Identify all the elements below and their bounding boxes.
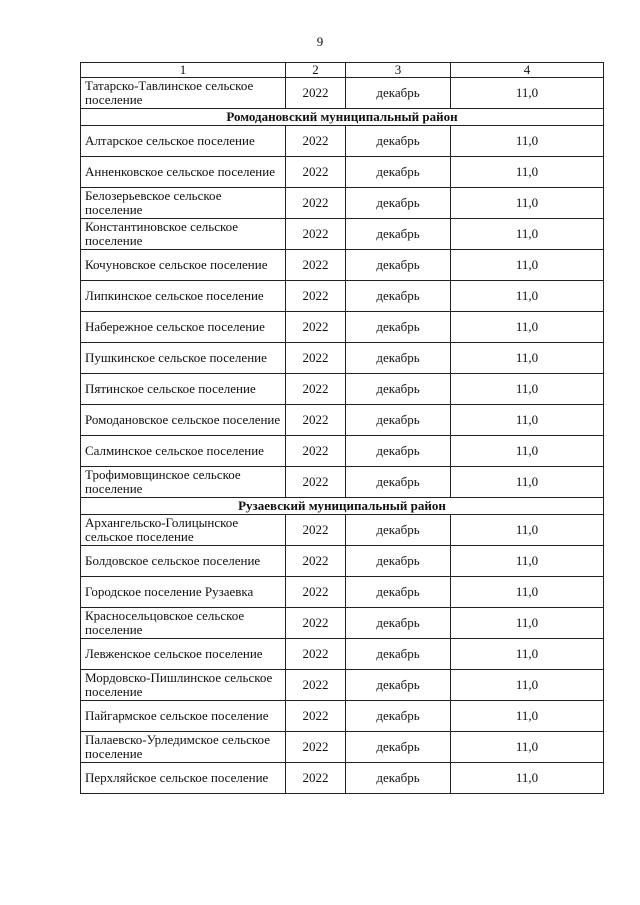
month-cell: декабрь — [346, 436, 451, 467]
month-cell: декабрь — [346, 608, 451, 639]
rate-cell: 11,0 — [451, 639, 604, 670]
rate-cell: 11,0 — [451, 436, 604, 467]
year-cell: 2022 — [286, 701, 346, 732]
settlement-name: Анненковское сельское поселение — [81, 157, 286, 188]
settlement-name: Пушкинское сельское поселение — [81, 343, 286, 374]
month-cell: декабрь — [346, 732, 451, 763]
year-cell: 2022 — [286, 670, 346, 701]
settlement-name: Мордовско-Пишлинское сельское поселение — [81, 670, 286, 701]
rate-cell: 11,0 — [451, 312, 604, 343]
rate-cell: 11,0 — [451, 670, 604, 701]
month-cell: декабрь — [346, 670, 451, 701]
year-cell: 2022 — [286, 219, 346, 250]
rate-cell: 11,0 — [451, 188, 604, 219]
month-cell: декабрь — [346, 639, 451, 670]
settlement-name: Левженское сельское поселение — [81, 639, 286, 670]
rate-cell: 11,0 — [451, 608, 604, 639]
table-row — [81, 436, 604, 467]
table-row — [81, 763, 604, 794]
table-row — [81, 126, 604, 157]
settlement-name: Ромодановское сельское поселение — [81, 405, 286, 436]
rate-cell: 11,0 — [451, 546, 604, 577]
month-cell: декабрь — [346, 515, 451, 546]
month-cell: декабрь — [346, 281, 451, 312]
month-cell: декабрь — [346, 701, 451, 732]
table-row — [81, 639, 604, 670]
table-row — [81, 467, 604, 498]
month-cell: декабрь — [346, 250, 451, 281]
month-cell: декабрь — [346, 467, 451, 498]
table-row — [81, 250, 604, 281]
year-cell: 2022 — [286, 608, 346, 639]
year-cell: 2022 — [286, 546, 346, 577]
settlement-name: Красносельцовское сельское поселение — [81, 608, 286, 639]
rate-cell: 11,0 — [451, 250, 604, 281]
district-header-row — [81, 109, 604, 126]
month-cell: декабрь — [346, 374, 451, 405]
table-row — [81, 670, 604, 701]
month-cell: декабрь — [346, 312, 451, 343]
year-cell: 2022 — [286, 250, 346, 281]
year-cell: 2022 — [286, 78, 346, 109]
rate-cell: 11,0 — [451, 405, 604, 436]
year-cell: 2022 — [286, 763, 346, 794]
table-row — [81, 405, 604, 436]
settlement-name: Пятинское сельское поселение — [81, 374, 286, 405]
page-number: 9 — [316, 34, 324, 49]
rate-cell: 11,0 — [451, 515, 604, 546]
month-cell: декабрь — [346, 763, 451, 794]
settlement-name: Трофимовщинское сельское поселение — [81, 467, 286, 498]
district-header-row — [81, 498, 604, 515]
settlement-name: Пайгармское сельское поселение — [81, 701, 286, 732]
rate-cell: 11,0 — [451, 467, 604, 498]
settlement-name: Липкинское сельское поселение — [81, 281, 286, 312]
settlement-name: Палаевско-Урледимское сельское поселение — [81, 732, 286, 763]
rate-cell: 11,0 — [451, 78, 604, 109]
table-row — [81, 281, 604, 312]
month-cell: декабрь — [346, 405, 451, 436]
year-cell: 2022 — [286, 281, 346, 312]
settlements-table — [80, 62, 604, 794]
table-row — [81, 219, 604, 250]
district-title: Ромодановский муниципальный район — [81, 109, 604, 126]
month-cell: декабрь — [346, 188, 451, 219]
settlement-name: Кочуновское сельское поселение — [81, 250, 286, 281]
rate-cell: 11,0 — [451, 219, 604, 250]
month-cell: декабрь — [346, 157, 451, 188]
settlement-name: Болдовское сельское поселение — [81, 546, 286, 577]
table-row — [81, 515, 604, 546]
table-row — [81, 546, 604, 577]
year-cell: 2022 — [286, 467, 346, 498]
year-cell: 2022 — [286, 343, 346, 374]
month-cell: декабрь — [346, 126, 451, 157]
rate-cell: 11,0 — [451, 343, 604, 374]
table-row — [81, 78, 604, 109]
year-cell: 2022 — [286, 312, 346, 343]
column-header: 3 — [346, 63, 451, 78]
year-cell: 2022 — [286, 732, 346, 763]
settlement-name: Перхляйское сельское поселение — [81, 763, 286, 794]
table-header-row — [81, 63, 604, 78]
year-cell: 2022 — [286, 374, 346, 405]
table-row — [81, 732, 604, 763]
rate-cell: 11,0 — [451, 763, 604, 794]
settlement-name: Татарско-Тавлинское сельское поселение — [81, 78, 286, 109]
year-cell: 2022 — [286, 188, 346, 219]
table-body — [81, 63, 604, 794]
year-cell: 2022 — [286, 405, 346, 436]
rate-cell: 11,0 — [451, 701, 604, 732]
table-row — [81, 608, 604, 639]
settlement-name: Салминское сельское поселение — [81, 436, 286, 467]
table-row — [81, 312, 604, 343]
table-row — [81, 374, 604, 405]
year-cell: 2022 — [286, 157, 346, 188]
column-header: 4 — [451, 63, 604, 78]
settlement-name: Набережное сельское поселение — [81, 312, 286, 343]
table-row — [81, 157, 604, 188]
settlement-name: Белозерьевское сельское поселение — [81, 188, 286, 219]
settlement-name: Алтарское сельское поселение — [81, 126, 286, 157]
table-row — [81, 188, 604, 219]
rate-cell: 11,0 — [451, 281, 604, 312]
month-cell: декабрь — [346, 577, 451, 608]
month-cell: декабрь — [346, 78, 451, 109]
rate-cell: 11,0 — [451, 374, 604, 405]
settlement-name: Константиновское сельское поселение — [81, 219, 286, 250]
year-cell: 2022 — [286, 515, 346, 546]
month-cell: декабрь — [346, 546, 451, 577]
table-row — [81, 343, 604, 374]
district-title: Рузаевский муниципальный район — [81, 498, 604, 515]
column-header: 2 — [286, 63, 346, 78]
rate-cell: 11,0 — [451, 732, 604, 763]
year-cell: 2022 — [286, 639, 346, 670]
month-cell: декабрь — [346, 219, 451, 250]
rate-cell: 11,0 — [451, 577, 604, 608]
rate-cell: 11,0 — [451, 126, 604, 157]
month-cell: декабрь — [346, 343, 451, 374]
year-cell: 2022 — [286, 126, 346, 157]
settlement-name: Городское поселение Рузаевка — [81, 577, 286, 608]
year-cell: 2022 — [286, 436, 346, 467]
column-header: 1 — [81, 63, 286, 78]
rate-cell: 11,0 — [451, 157, 604, 188]
table-row — [81, 701, 604, 732]
year-cell: 2022 — [286, 577, 346, 608]
settlement-name: Архангельско-Голицынское сельское поселение — [81, 515, 286, 546]
table-row — [81, 577, 604, 608]
